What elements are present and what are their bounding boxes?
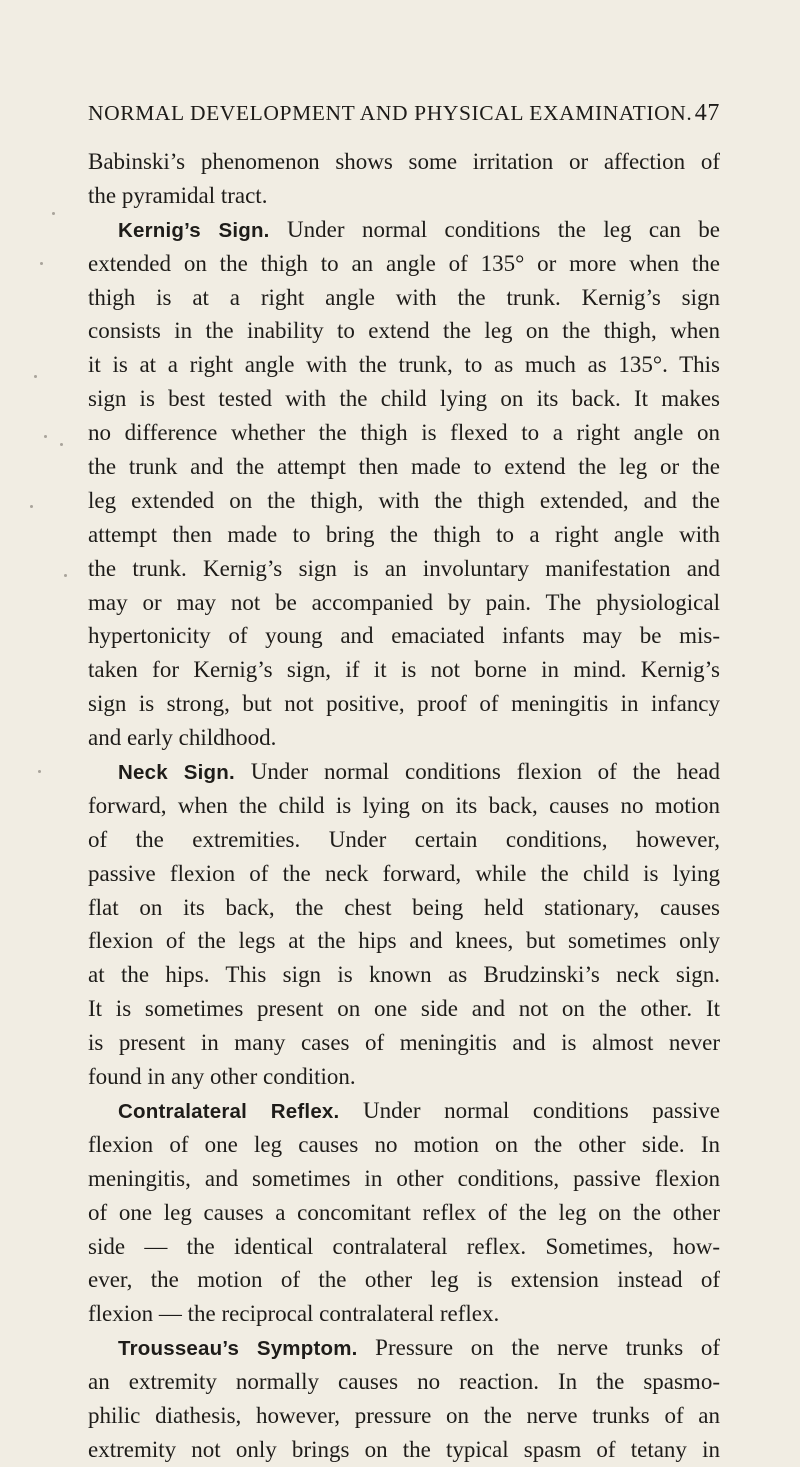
text-line [88,1128,720,1162]
line-text: the pyramidal tract. [88,182,268,208]
line-text: consists in the inability to extend the leg on the thigh, when [88,318,720,344]
body-text [88,145,720,1467]
line-text: the trunk and the attempt then made to extend the leg or the [88,454,720,480]
text-line [88,1331,720,1365]
line-text: of one leg causes a concomitant reflex of the leg on the other [88,1199,720,1225]
line-text: may or may not be accompanied by pain. The physiological [88,589,720,615]
text-line [88,450,720,484]
text-line [88,619,720,653]
text-line [88,247,720,281]
line-text: at the hips. This sign is known as Brudzinski’s neck sign. [88,962,720,988]
line-text: forward, when the child is lying on its back, causes no motion [88,792,720,818]
section-heading: Kernig’s Sign. [118,218,270,242]
section-heading: Contralateral Reflex. [118,1099,340,1123]
line-text: no difference whether the thigh is flexed to a right angle on [88,420,720,446]
text-line [88,1365,720,1399]
text-line [88,1026,720,1060]
text-line [88,145,720,179]
line-text: found in any other condition. [88,1064,356,1090]
line-text: sign is strong, but not positive, proof of meningitis in infancy [88,691,720,717]
line-text: it is at a right angle with the trunk, to as much as 135°. This [88,352,720,378]
text-line [88,518,720,552]
text-line [88,1433,720,1467]
line-text: leg extended on the thigh, with the thigh extended, and the [88,487,720,513]
page-number: 47 [694,100,720,126]
line-text: extended on the thigh to an angle of 135° or more when the [88,250,720,276]
text-line [88,755,720,789]
text-line [88,1162,720,1196]
text-line [88,179,720,213]
text-line [88,1297,720,1331]
line-text: hypertonicity of young and emaciated infants may be mis- [88,623,720,649]
text-line [88,213,720,247]
text-line [88,484,720,518]
line-text: side — the identical contralateral reflex. Sometimes, how- [88,1233,720,1259]
line-text: an extremity normally causes no reaction. In the spasmo- [88,1369,720,1395]
line-text: Under normal conditions flexion of the head [234,759,720,785]
text-line [88,687,720,721]
line-text: flexion of the legs at the hips and knees, but sometimes only [88,928,720,954]
text-line [88,552,720,586]
line-text: Pressure on the nerve trunks of [357,1335,720,1361]
running-head-title: NORMAL DEVELOPMENT AND PHYSICAL EXAMINATION. [88,101,693,125]
line-text: Babinski’s phenomenon shows some irritation or affection of [88,149,720,174]
text-line [88,1230,720,1264]
text-line [88,992,720,1026]
line-text: sign is best tested with the child lying on its back. It makes [88,386,720,412]
text-line [88,1263,720,1297]
line-text: flexion — the reciprocal contralateral reflex. [88,1301,500,1327]
text-line [88,891,720,925]
text-line [88,281,720,315]
text-line [88,348,720,382]
text-line [88,382,720,416]
line-text: taken for Kernig’s sign, if it is not borne in mind. Kernig’s [88,657,720,683]
text-line [88,823,720,857]
line-text: ever, the motion of the other leg is extension instead of [88,1267,720,1293]
section-heading: Neck Sign. [118,761,235,785]
line-text: flat on its back, the chest being held stationary, causes [88,894,720,920]
text-line [88,789,720,823]
text-line [88,1094,720,1128]
line-text: passive flexion of the neck forward, while the child is lying [88,860,720,886]
text-line [88,1196,720,1230]
text-line [88,653,720,687]
text-line [88,1399,720,1433]
text-line [88,416,720,450]
line-text: is present in many cases of meningitis and is almost never [88,1030,720,1056]
line-text: of the extremities. Under certain conditions, however, [88,826,720,852]
section-heading: Trousseau’s Symptom. [118,1337,358,1361]
line-text: extremity not only brings on the typical spasm of tetany in [88,1436,720,1462]
running-head [88,96,720,130]
text-line [88,958,720,992]
line-text: philic diathesis, however, pressure on the nerve trunks of an [88,1402,720,1428]
line-text: the trunk. Kernig’s sign is an involuntary manifestation and [88,555,720,581]
text-line [88,721,720,755]
line-text: Under normal conditions passive [339,1097,720,1123]
line-text: Under normal conditions the leg can be [269,216,720,242]
text-line [88,586,720,620]
text-line [88,314,720,348]
text-line [88,924,720,958]
text-line [88,1060,720,1094]
line-text: thigh is at a right angle with the trunk. Kernig’s sign [88,284,720,310]
line-text: meningitis, and sometimes in other conditions, passive flexion [88,1165,720,1191]
line-text: flexion of one leg causes no motion on the other side. In [88,1131,720,1157]
line-text: It is sometimes present on one side and not on the other. It [88,996,720,1022]
line-text: and early childhood. [88,725,277,751]
line-text: attempt then made to bring the thigh to a right angle with [88,521,720,547]
text-line [88,857,720,891]
